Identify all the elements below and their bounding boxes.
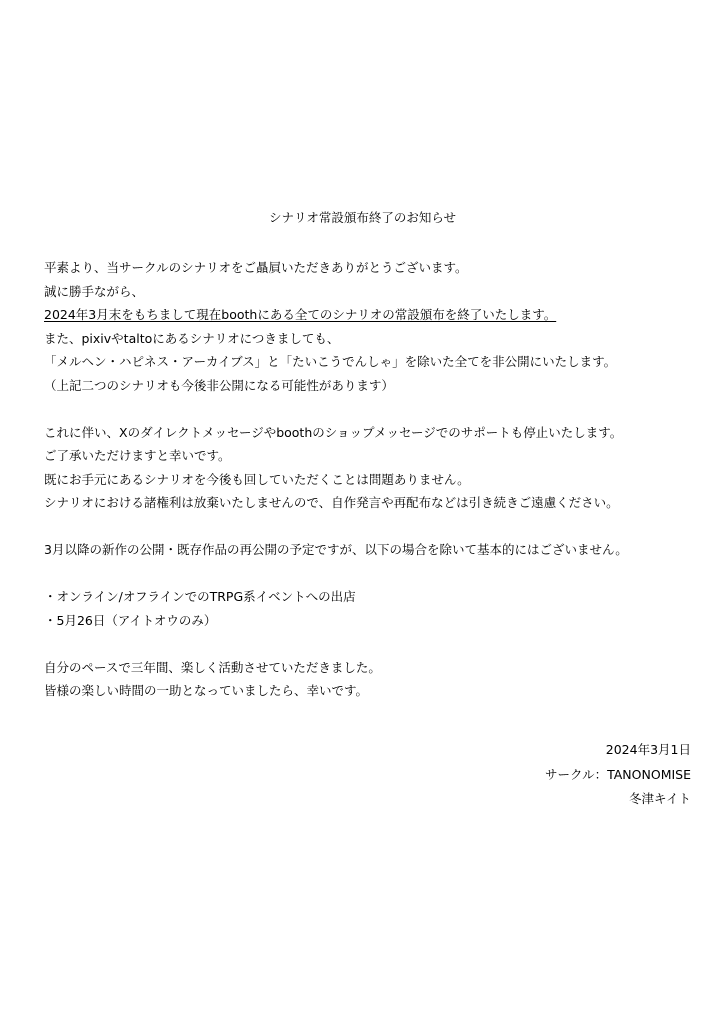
- text-line: ご了承いただけますと幸いです。: [44, 448, 231, 463]
- text-line: 自分のペースで三年間、楽しく活動させていただきました。: [44, 659, 381, 675]
- notice-title: シナリオ常設頒布終了のお知らせ: [268, 210, 456, 225]
- signature-author: 冬津キイト: [628, 791, 691, 806]
- text-line: また、pixivやtaltoにあるシナリオにつきましても、: [44, 330, 340, 346]
- text-line: 「メルヘン・ハピネス・アーカイブス」と「たいこうでんしゃ」を除いた全てを非公開にいたします。: [44, 354, 617, 369]
- list-item: ・オンライン/オフラインでのTRPG系イベントへの出店: [44, 589, 356, 604]
- notice-body: [44, 259, 684, 706]
- text-line: （上記二つのシナリオも今後非公開になる可能性があります）: [44, 377, 394, 393]
- paragraph-gap: [44, 518, 684, 542]
- text-line: 誠に勝手ながら、: [44, 283, 145, 299]
- text-line: 既にお手元にあるシナリオを今後も回していただくことは問題ありません。: [44, 471, 470, 487]
- text-line: 皆様の楽しい時間の一助となっていましたら、幸いです。: [44, 683, 369, 698]
- signature-block: [545, 741, 691, 815]
- text-line: 平素より、当サークルのシナリオをご贔屓いただきありがとうございます。: [44, 260, 468, 275]
- signature-circle: サークル：TANONOMISE: [544, 766, 691, 782]
- paragraph-gap: [44, 565, 684, 589]
- text-line: これに伴い、Xのダイレクトメッセージやboothのショップメッセージでのサポートも停止いたします。: [44, 424, 623, 440]
- text-line: シナリオにおける諸権利は放棄いたしませんので、自作発言や再配布などは引き続きご遠慮ください。: [44, 495, 619, 510]
- list-item: ・5月26日（アイトオウのみ）: [44, 612, 217, 628]
- signature-date: 2024年3月1日: [605, 742, 691, 757]
- underlined-announcement: 2024年3月末をもちまして現在boothにある全てのシナリオの常設頒布を終了いたします。: [44, 307, 557, 322]
- text-line: 3月以降の新作の公開・既存作品の再公開の予定ですが、以下の場合を除いて基本的にはございません。: [44, 542, 628, 557]
- paragraph-gap: [44, 635, 684, 659]
- paragraph-gap: [44, 400, 684, 424]
